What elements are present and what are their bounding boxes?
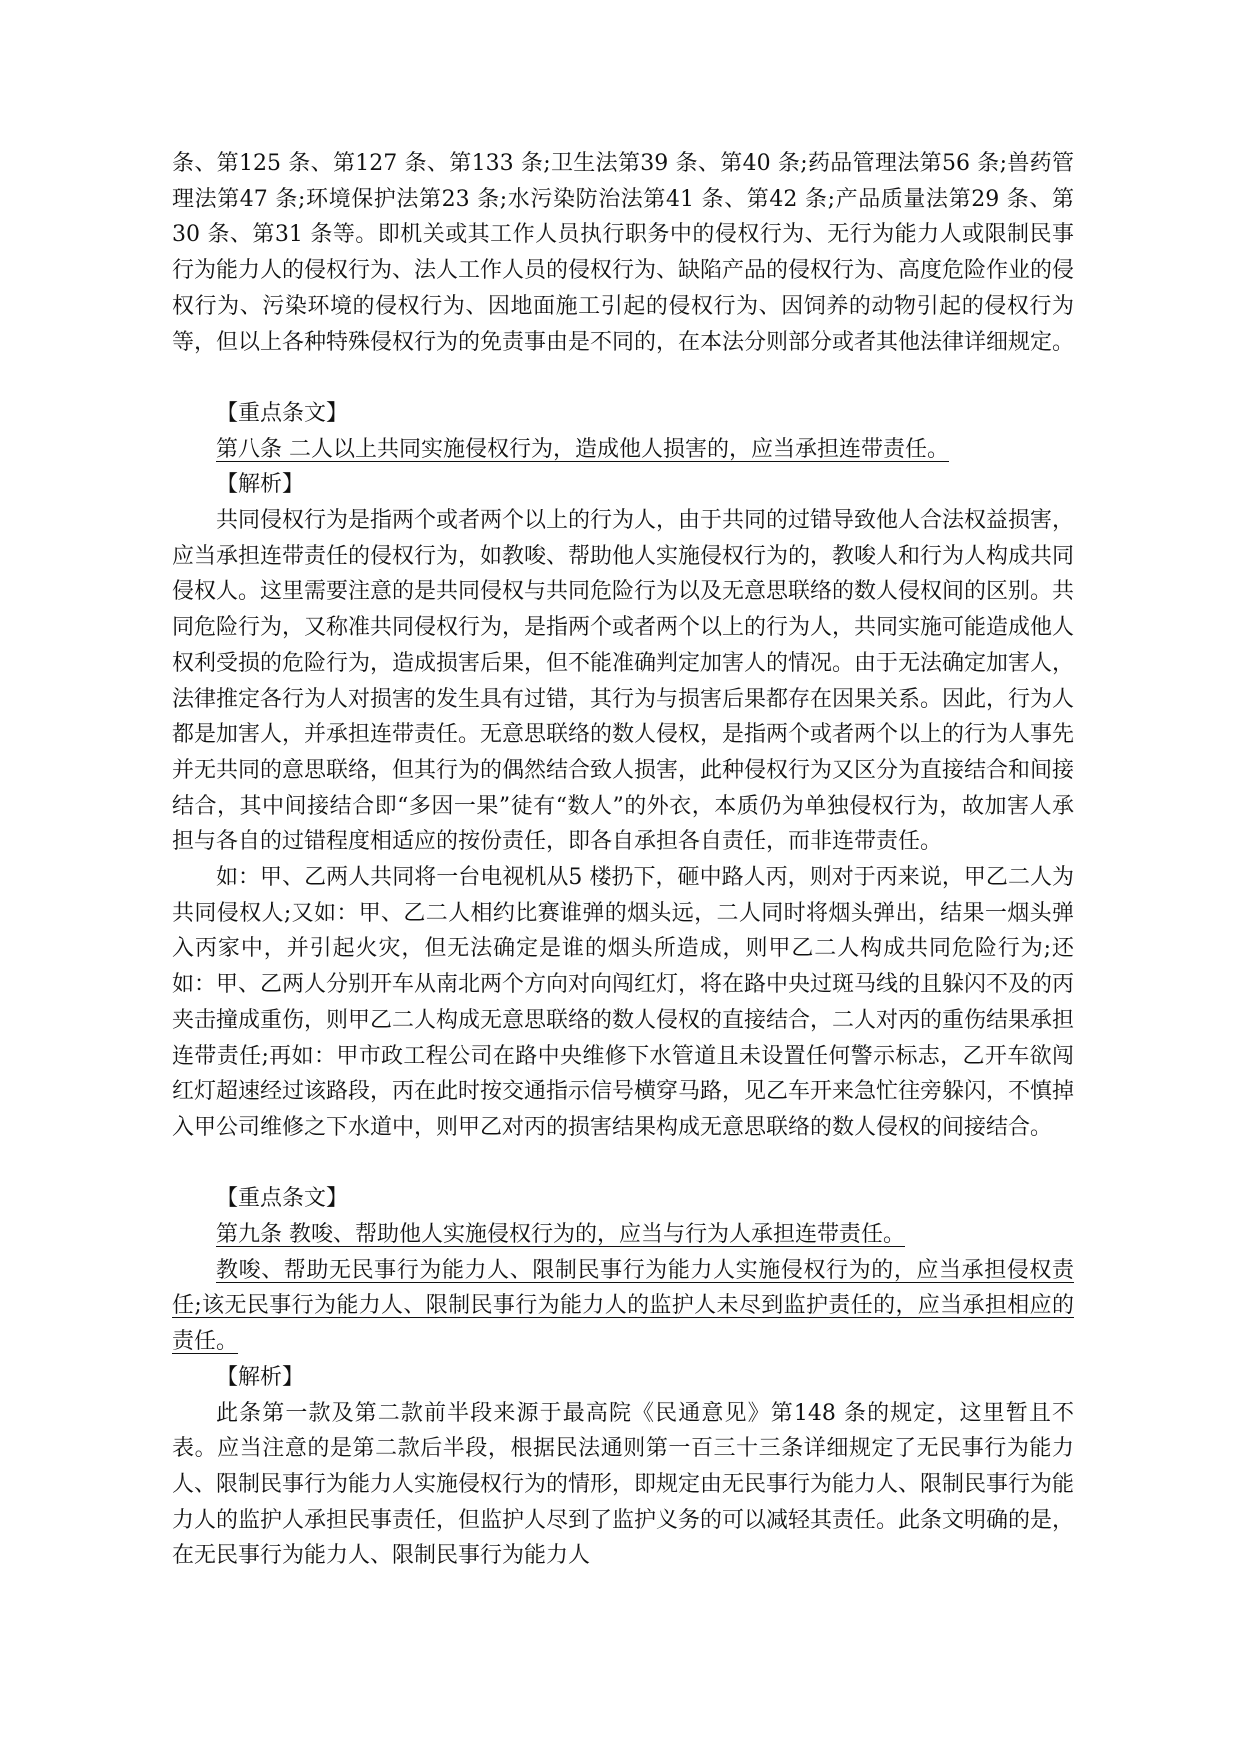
section9-article-text: 第九条 教唆、帮助他人实施侵权行为的，应当与行为人承担连带责任。 [216, 1222, 905, 1248]
section9-heading: 【重点条文】 [216, 1186, 349, 1212]
section-spacer [172, 360, 1074, 396]
section9-article-para2 [172, 1253, 1074, 1360]
section9-article-para2-text: 教唆、帮助无民事行为能力人、限制民事行为能力人实施侵权行为的，应当承担侵权责任;该无民事行为能力人、限制民事行为能力人的监护人未尽到监护责任的，应当承担相应的责任。 [172, 1257, 1074, 1355]
section9-article [172, 1217, 1074, 1253]
section8-heading: 【重点条文】 [216, 400, 349, 426]
section8-analysis-paragraph-2: 如：甲、乙两人共同将一台电视机从5 楼扔下，砸中路人丙，则对于丙来说，甲乙二人为共同侵权人;又如：甲、乙二人相约比赛谁弹的烟头远，二人同时将烟头弹出，结果一烟头弹入丙家中，并引起火灾，但无法确定是谁的烟头所造成，则甲乙二人构成共同危险行为;还如：甲、乙两人分别开车从南北两个方向对向闯红灯，将在路中央过斑马线的且躲闪不及的丙夹击撞成重伤，则甲乙二人构成无意思联络的数人侵权的直接结合，二人对丙的重伤结果承担连带责任;再如：甲市政工程公司在路中央维修下水管道且未设置任何警示标志，乙开车欲闯红灯超速经过该路段，丙在此时按交通指示信号横穿马路，见乙车开来急忙往旁躲闪，不慎掉入甲公司维修之下水道中，则甲乙对丙的损害结果构成无意思联络的数人侵权的间接结合。 [172, 865, 1075, 1140]
section-spacer [172, 1146, 1074, 1182]
section8-article-text: 第八条 二人以上共同实施侵权行为，造成他人损害的，应当承担连带责任。 [216, 436, 949, 462]
intro-paragraph: 条、第125 条、第127 条、第133 条;卫生法第39 条、第40 条;药品管理法第56 条;兽药管理法第47 条;环境保护法第23 条;水污染防治法第41 条、第42 条;产品质量法第29 条、第30 条、第31 条等。即机关或其工作人员执行职务中的侵权行为、无行为能力人或限制民事行为能力人的侵权行为、法人工作人员的侵权行为、缺陷产品的侵权行为、高度危险作业的侵权行为、污染环境的侵权行为、因地面施工引起的侵权行为、因饲养的动物引起的侵权行为等，但以上各种特殊侵权行为的免责事由是不同的，在本法分则部分或者其他法律详细规定。 [172, 151, 1075, 355]
section8-analysis-heading: 【解析】 [216, 472, 305, 498]
section8-article [172, 432, 1074, 468]
section9-analysis-paragraph-1: 此条第一款及第二款前半段来源于最高院《民通意见》第148 条的规定，这里暂且不表。应当注意的是第二款后半段，根据民法通则第一百三十三条详细规定了无民事行为能力人、限制民事行为能力人实施侵权行为的情形，即规定由无民事行为能力人、限制民事行为能力人的监护人承担民事责任，但监护人尽到了监护义务的可以减轻其责任。此条文明确的是，在无民事行为能力人、限制民事行为能力人 [172, 1400, 1075, 1569]
document-page [172, 146, 1074, 1574]
section9-analysis-heading: 【解析】 [216, 1364, 305, 1390]
section8-analysis-paragraph-1: 共同侵权行为是指两个或者两个以上的行为人，由于共同的过错导致他人合法权益损害，应当承担连带责任的侵权行为，如教唆、帮助他人实施侵权行为的，教唆人和行为人构成共同侵权人。这里需要注意的是共同侵权与共同危险行为以及无意思联络的数人侵权间的区别。共同危险行为，又称准共同侵权行为，是指两个或者两个以上的行为人，共同实施可能造成他人权利受损的危险行为，造成损害后果，但不能准确判定加害人的情况。由于无法确定加害人，法律推定各行为人对损害的发生具有过错，其行为与损害后果都存在因果关系。因此，行为人都是加害人，并承担连带责任。无意思联络的数人侵权，是指两个或者两个以上的行为人事先并无共同的意思联络，但其行为的偶然结合致人损害，此种侵权行为又区分为直接结合和间接结合，其中间接结合即“多因一果”徒有“数人”的外衣，本质仍为单独侵权行为，故加害人承担与各自的过错程度相适应的按份责任，即各自承担各自责任，而非连带责任。 [172, 508, 1075, 855]
